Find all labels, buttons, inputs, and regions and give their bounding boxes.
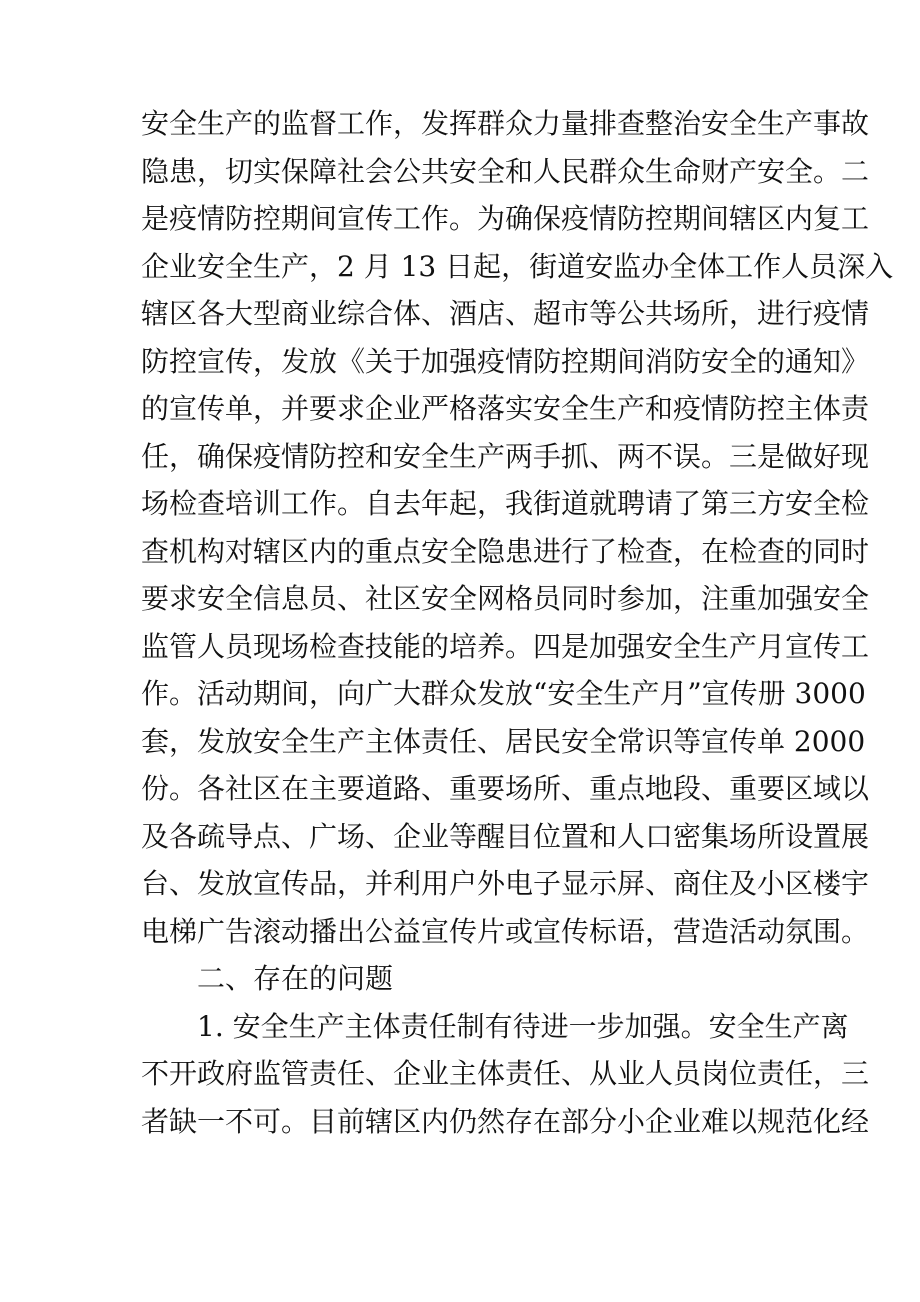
text-line: 及各疏导点、广场、企业等醒目位置和人口密集场所设置展	[141, 819, 870, 853]
body-text	[141, 100, 894, 1145]
text-line: 安全生产的监督工作，发挥群众力量排查整治安全生产事故	[141, 107, 870, 140]
text-line: 企业安全生产，2 月 13 日起，街道安监办全体工作人员深入	[141, 249, 894, 283]
text-line: 任，确保疫情防控和安全生产两手抓、两不误。三是做好现	[141, 439, 870, 473]
text-line: 查机构对辖区内的重点安全隐患进行了检查，在检查的同时	[141, 534, 870, 568]
text-line: 是疫情防控期间宣传工作。为确保疫情防控期间辖区内复工	[141, 202, 870, 235]
text-line: 防控宣传，发放《关于加强疫情防控期间消防安全的通知》	[141, 344, 870, 378]
item-line: 不开政府监管责任、企业主体责任、从业人员岗位责任，三	[141, 1057, 870, 1090]
text-line: 电梯广告滚动播出公益宣传片或宣传标语，营造活动氛围。	[141, 914, 870, 948]
text-line: 作。活动期间，向广大群众发放“安全生产月”宣传册 3000	[141, 677, 866, 710]
text-line: 隐患，切实保障社会公共安全和人民群众生命财产安全。二	[141, 154, 870, 188]
text-line: 要求安全信息员、社区安全网格员同时参加，注重加强安全	[141, 582, 870, 615]
text-line: 套，发放安全生产主体责任、居民安全常识等宣传单 2000	[141, 724, 866, 758]
section-heading: 二、存在的问题	[197, 962, 394, 995]
text-line: 份。各社区在主要道路、重要场所、重点地段、重要区域以	[141, 772, 870, 805]
text-line: 辖区各大型商业综合体、酒店、超市等公共场所，进行疫情	[141, 297, 870, 330]
text-line: 监管人员现场检查技能的培养。四是加强安全生产月宣传工	[141, 629, 870, 663]
item-line: 1. 安全生产主体责任制有待进一步加强。安全生产离	[197, 1009, 849, 1043]
text-line: 的宣传单，并要求企业严格落实安全生产和疫情防控主体责	[141, 392, 870, 425]
text-line: 场检查培训工作。自去年起，我街道就聘请了第三方安全检	[141, 487, 870, 520]
text-line: 台、发放宣传品，并利用户外电子显示屏、商住及小区楼宇	[141, 867, 870, 900]
item-line: 者缺一不可。目前辖区内仍然存在部分小企业难以规范化经	[141, 1104, 870, 1138]
